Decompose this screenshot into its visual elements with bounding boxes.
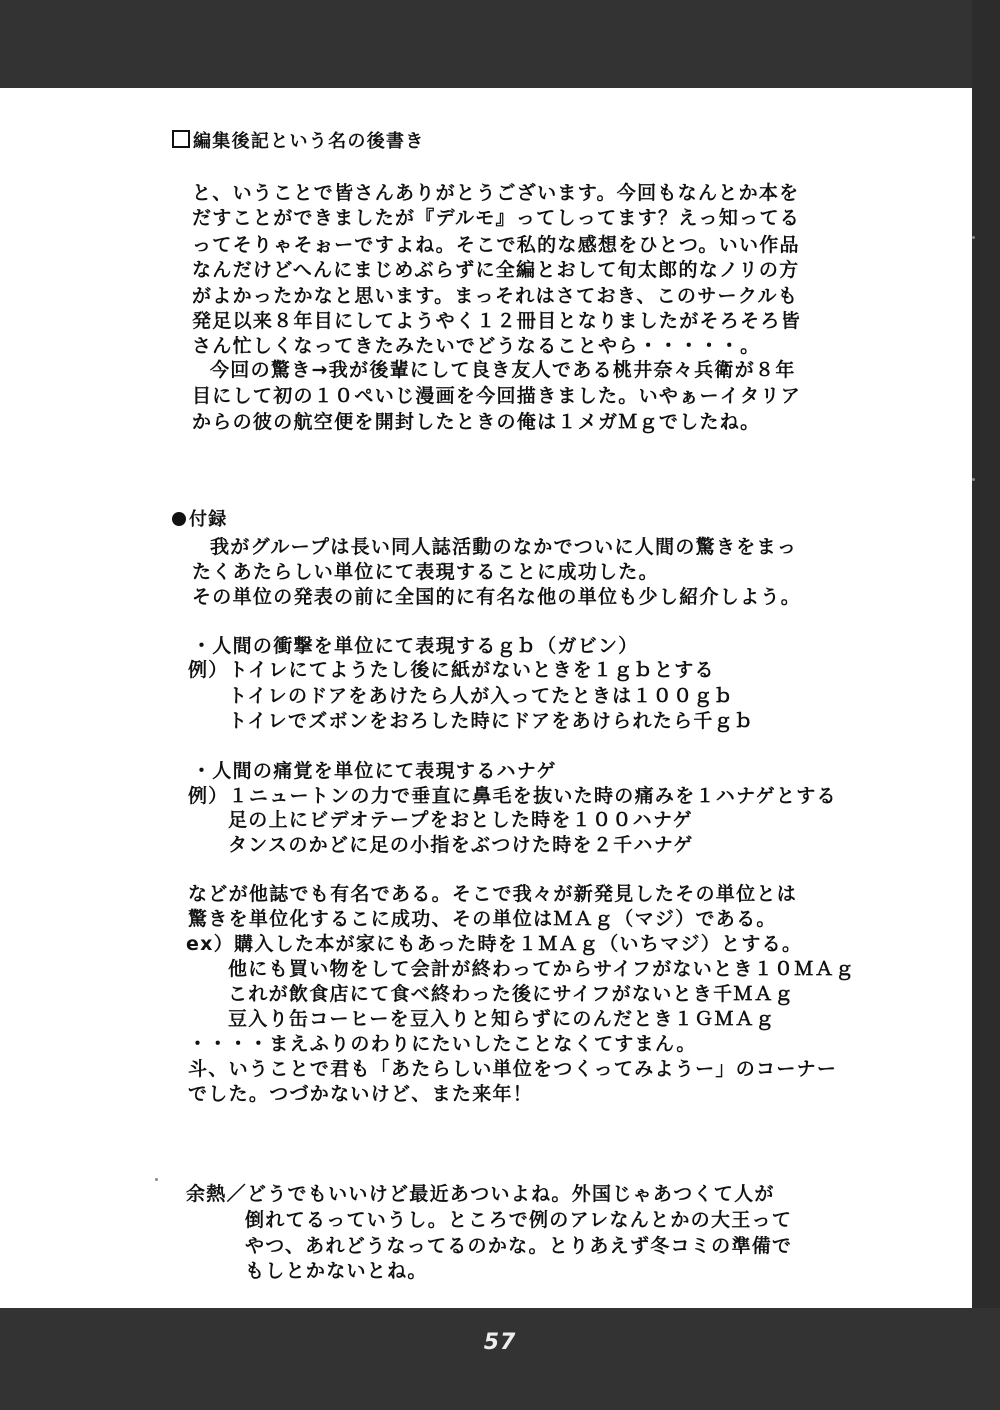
page-number: 57: [483, 1330, 517, 1355]
afterword-line: さん忙しくなってきたみたいでどうなることやら・・・・・。: [192, 335, 761, 357]
afterword-line: ってそりゃそぉーですよね。そこで私的な感想をひとつ。いい作品: [192, 234, 800, 256]
postscript-line: もしとかないとね。: [245, 1260, 428, 1282]
unit-title-hanage: ・人間の痛覚を単位にて表現するハナゲ: [192, 760, 557, 782]
scan-border-bottom: [0, 1308, 1000, 1410]
afterword-line: がよかったかなと思います。まっそれはさておき、このサークルも: [192, 285, 799, 307]
afterword-line: からの彼の航空便を開封したときの俺は１メガＭｇでしたね。: [192, 411, 761, 433]
appendix-line: 豆入り缶コーヒーを豆入りと知らずにのんだとき１ＧＭＡｇ: [228, 1008, 776, 1030]
unit-title-gb: ・人間の衝撃を単位にて表現するｇｂ（ガビン）: [192, 635, 639, 657]
appendix-line: 我がグループは長い同人誌活動のなかでついに人間の驚きをまっ: [210, 536, 798, 558]
appendix-line: タンスのかどに足の小指をぶつけた時を２千ハナゲ: [228, 834, 694, 856]
afterword-heading: 編集後記という名の後書き: [172, 130, 425, 154]
afterword-line: と、いうことで皆さんありがとうございます。今回もなんとか本を: [192, 182, 800, 204]
scan-border-top: [0, 0, 1000, 88]
appendix-line: 例）１ニュートンの力で垂直に鼻毛を抜いた時の痛みを１ハナゲとする: [188, 785, 837, 807]
afterword-line: 発足以来８年目にしてようやく１２冊目となりましたがそろそろ皆: [192, 310, 802, 332]
scan-speck: [972, 478, 975, 481]
afterword-line: 目にして初の１０ぺいじ漫画を今回描きました。いやぁーイタリア: [192, 385, 802, 407]
circle-bullet-icon: [172, 512, 186, 526]
scan-border-right: [972, 0, 1000, 1410]
appendix-line: ex）購入した本が家にもあった時を１ＭＡｇ（いちマジ）とする。: [186, 933, 803, 955]
appendix-line: トイレでズボンをおろした時にドアをあけられたら千ｇｂ: [228, 710, 755, 732]
appendix-heading: 付録: [172, 508, 228, 532]
appendix-line: でした。つづかないけど、また来年！: [188, 1083, 534, 1105]
postscript-line: やつ、あれどうなってるのかな。とりあえず冬コミの準備で: [245, 1235, 793, 1257]
afterword-line: なんだけどへんにまじめぶらずに全編とおして旬太郎的なノリの方: [192, 259, 800, 281]
scan-speck: [155, 1178, 158, 1181]
afterword-line: 今回の驚き→我が後輩にして良き友人である桃井奈々兵衛が８年: [210, 359, 796, 381]
afterword-line: だすことができましたが『デルモ』ってしってます？えっ知ってる: [192, 207, 801, 229]
appendix-line: トイレのドアをあけたら人が入ってたときは１００ｇｂ: [228, 685, 734, 707]
scan-speck: [972, 236, 975, 239]
appendix-line: などが他誌でも有名である。そこで我々が新発見したその単位とは: [188, 883, 798, 905]
appendix-line: これが飲食店にて食べ終わった後にサイフがないとき千ＭＡｇ: [228, 983, 795, 1005]
appendix-line: たくあたらしい単位にて表現することに成功した。: [192, 561, 659, 583]
appendix-line: 例）トイレにてようたし後に紙がないときを１ｇｂとする: [188, 659, 715, 681]
appendix-line: 足の上にビデオテープをおとした時を１００ハナゲ: [228, 809, 693, 831]
appendix-line: 他にも買い物をして会計が終わってからサイフがないとき１０ＭＡｇ: [228, 958, 856, 980]
appendix-line: 斗、いうことで君も「あたらしい単位をつくってみようー」のコーナー: [188, 1058, 838, 1080]
postscript-line: 倒れてるっていうし。ところで例のアレなんとかの大王って: [245, 1209, 793, 1231]
appendix-line: ・・・・まえふりのわりにたいしたことなくてすまん。: [188, 1033, 697, 1055]
postscript-line: 余熱／どうでもいいけど最近あついよね。外国じゃあつくて人が: [186, 1183, 775, 1205]
box-bullet-icon: [172, 130, 190, 148]
appendix-line: その単位の発表の前に全国的に有名な他の単位も少し紹介しよう。: [192, 586, 802, 608]
appendix-line: 驚きを単位化するこに成功、その単位はＭＡｇ（マジ）である。: [188, 908, 777, 930]
